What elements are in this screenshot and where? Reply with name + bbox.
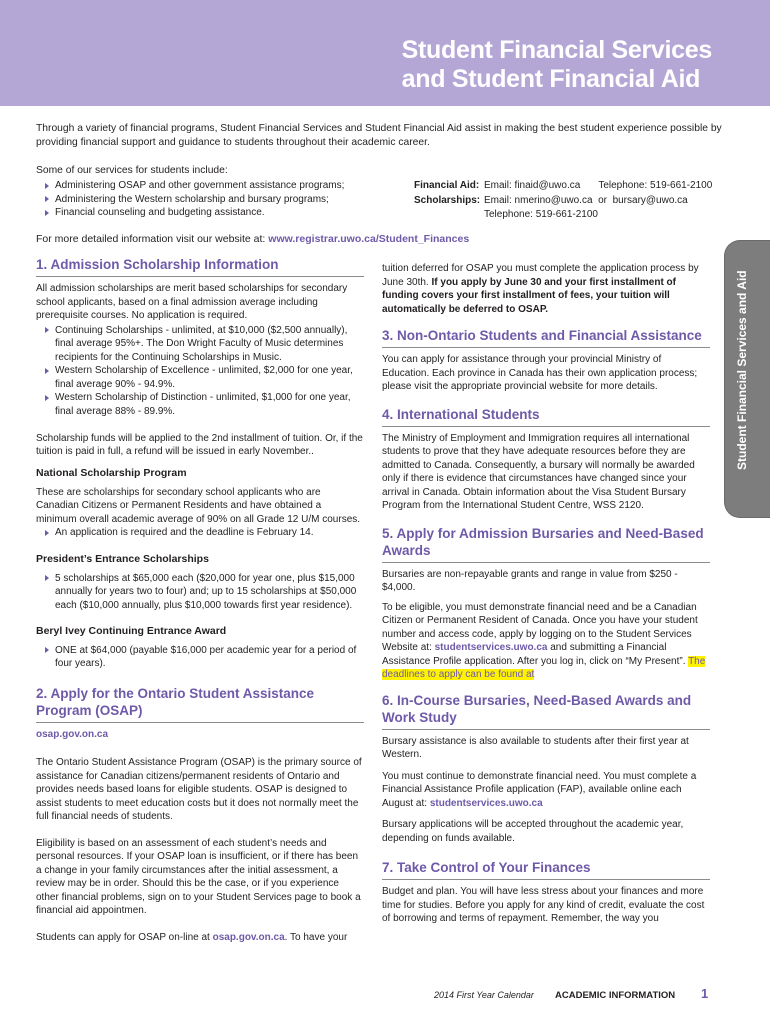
- scholarships-phone: 519-661-2100: [535, 209, 598, 220]
- list-item: An application is required and the deadline is February 14.: [36, 526, 364, 540]
- scholarships-phone-row: [414, 208, 744, 223]
- title-line-1: Student Financial Services: [401, 36, 712, 64]
- scholarships-email[interactable]: Email: nmerino@uwo.ca: [484, 194, 593, 206]
- left-column: [36, 256, 364, 944]
- right-column: [382, 262, 710, 926]
- scholarships-or: or: [598, 194, 607, 206]
- section-3-text: You can apply for assistance through your provincial Ministry of Education. Each province in Canada has their own application process; please visit the appropriate provincial website for more details.: [382, 354, 698, 392]
- osap-link[interactable]: osap.gov.on.ca: [36, 728, 109, 740]
- osap-online-link[interactable]: osap.gov.on.ca: [212, 931, 285, 943]
- section-6-applications: Bursary applications will be accepted throughout the academic year, depending on funds available.: [382, 819, 684, 844]
- section-6-heading: 6. In-Course Bursaries, Need-Based Awards and Work Study: [382, 692, 710, 730]
- section-4-heading: 4. International Students: [382, 406, 710, 427]
- national-scholarship-text: These are scholarships for secondary school applicants who are Canadian Citizens or Permanent Residents and have obtained a minimum overall academic average of 90% on all Grade 12 U/M courses.: [36, 486, 361, 525]
- student-services-link[interactable]: studentservices.uwo.ca: [434, 642, 548, 653]
- more-info-line: [36, 233, 469, 245]
- service-item: Administering the Western scholarship and bursary programs;: [36, 193, 396, 207]
- list-item: 5 scholarships at $65,000 each ($20,000 for year one, plus $15,000 annually for years two to four) and; up to 15 scholarships at $50,000 each ($10,000 annually, plus $10,000 towards first year residence).: [36, 572, 364, 613]
- section-7-text: Budget and plan. You will have less stress about your finances and more time for studies. Before you apply for any kind of credit, evaluate the cost of borrowing and terms of repayment. Remember, the way you: [382, 886, 705, 924]
- osap-description: The Ontario Student Assistance Program (OSAP) is the primary source of assistance for Canadian citizens/permanent residents of Ontario and provides needs based loans for eligible students. OSAP is designed to assist students to meet education costs but it does not normally meet the full financial needs of students.: [36, 757, 362, 823]
- beryl-ivey-heading: Beryl Ivey Continuing Entrance Award: [36, 624, 227, 637]
- scholarship-funds-note: Scholarship funds will be applied to the 2nd installment of tuition. Or, if the tuition is paid in full, a refund will be issued in early November..: [36, 432, 363, 458]
- footer-section: ACADEMIC INFORMATION: [555, 990, 676, 1001]
- registrar-link[interactable]: www.registrar.uwo.ca/Student_Finances: [268, 233, 470, 245]
- section-2-heading: 2. Apply for the Ontario Student Assistance Program (OSAP): [36, 685, 364, 723]
- section-5-heading: 5. Apply for Admission Bursaries and Need-Based Awards: [382, 525, 710, 563]
- title-line-2: and Student Financial Aid: [401, 65, 701, 93]
- section-6-need: You must continue to demonstrate financial need. You must complete a Financial Assistance Profile application (FAP), available online each August at: studentservices.uwo.ca: [382, 770, 697, 809]
- bursary-email[interactable]: bursary@uwo.ca: [612, 194, 688, 206]
- contacts-block: [414, 179, 744, 223]
- presidents-scholarship-list: [36, 572, 364, 613]
- beryl-ivey-list: [36, 644, 364, 671]
- osap-apply-text: Students can apply for OSAP on-line at osap.gov.on.ca. To have your: [36, 931, 348, 943]
- services-list: [36, 179, 396, 220]
- presidents-scholarship-heading: President’s Entrance Scholarships: [36, 552, 209, 565]
- service-item: Administering OSAP and other government assistance programs;: [36, 179, 396, 193]
- section-6-intro: Bursary assistance is also available to students after their first year at Western.: [382, 735, 689, 760]
- intro-paragraph: Through a variety of financial programs, Student Financial Services and Student Financial Aid assist in making the best student experience possible by providing financial support and guidance to students throughout their academic career.: [36, 123, 722, 148]
- list-item: Western Scholarship of Distinction - unlimited, $1,000 for one year, final average 88% - 89.9%.: [36, 391, 364, 418]
- scholarships-contact: [414, 194, 744, 209]
- osap-deferral-bold: If you apply by June 30 and your first installment of funding covers your first installment of fees, your tuition will automatically be deferred to OSAP.: [382, 276, 676, 315]
- financial-aid-phone: 519-661-2100: [650, 180, 713, 191]
- national-scholarship-list: [36, 526, 364, 540]
- services-label: Some of our services for students include:: [36, 165, 228, 176]
- more-info-text: For more detailed information visit our website at:: [36, 233, 266, 245]
- header-banner: [0, 0, 770, 106]
- osap-eligibility: Eligibility is based on an assessment of each student’s needs and personal resources. If your OSAP loan is insufficient, or if there has been a change in your family circumstances after the initial assessment, a review may be in order. Should this be the case, or if you experience other financial problems, sign on to your Student Services page to book a financial aid appointmen.: [36, 837, 361, 917]
- financial-aid-phone-label: Telephone:: [598, 180, 648, 191]
- section-4-text: The Ministry of Employment and Immigration requires all international students to prove that they have adequate resources before they are admitted to Canada. Consequently, a bursary will normally be awarded only if there is evidence that circumstances have changed since your arrival in Canada. Obtain information about the Visa Student Bursary Program from the International Student Centre, WSS 2120.: [382, 432, 695, 511]
- service-item: Financial counseling and budgeting assistance.: [36, 206, 396, 220]
- page-number: 1: [701, 986, 709, 1001]
- list-item: Western Scholarship of Excellence - unlimited, $2,000 for one year, final average 90% - 94.9%.: [36, 364, 364, 391]
- scholarships-phone-label: Telephone:: [484, 209, 533, 220]
- side-tab-label: Student Financial Services and Aid: [735, 270, 749, 470]
- footer-calendar: 2014 First Year Calendar: [434, 990, 534, 1000]
- national-scholarship-heading: National Scholarship Program: [36, 466, 187, 479]
- list-item: Continuing Scholarships - unlimited, at $10,000 ($2,500 annually), final average 95%+. The Don Wright Faculty of Music determines recipients for the Continuing Scholarships in Music.: [36, 324, 364, 365]
- osap-deferral-text: tuition deferred for OSAP you must complete the application process by June 30th. If you apply by June 30 and your first installment of funding covers your first installment of fees, your tuition will automatically be deferred to OSAP.: [382, 263, 699, 315]
- financial-aid-contact: [414, 179, 744, 194]
- section-5-bursary-range: Bursaries are non-repayable grants and range in value from $250 - $4,000.: [382, 568, 678, 593]
- section-1-intro: All admission scholarships are merit based scholarships for secondary school applicants, based on a final admission average including prerequisite courses. No application is required.: [36, 283, 348, 321]
- list-item: ONE at $64,000 (payable $16,000 per academic year for a period of four years).: [36, 644, 364, 671]
- admission-scholarships-list: [36, 324, 364, 419]
- section-5-eligibility: To be eligible, you must demonstrate financial need and be a Canadian Citizen or Permanent Resident of Canada. Once you have your student number and access code, apply by logging on to the Student Services Website at: studentservices.uwo.ca and submitting a Financial Assistance Profile application. After you log in, click on “My Present”. The deadlines to apply can be found at: [382, 601, 706, 680]
- section-7-heading: 7. Take Control of Your Finances: [382, 859, 710, 880]
- financial-aid-email[interactable]: Email: finaid@uwo.ca: [484, 180, 581, 191]
- page-title: [402, 36, 712, 94]
- section-3-heading: 3. Non-Ontario Students and Financial Assistance: [382, 327, 710, 348]
- section-1-heading: 1. Admission Scholarship Information: [36, 256, 364, 277]
- student-services-link-2[interactable]: studentservices.uwo.ca: [429, 797, 543, 809]
- scholarships-label: Scholarships:: [414, 194, 481, 206]
- financial-aid-label: Financial Aid:: [414, 180, 480, 191]
- deadlines-highlight: The deadlines to apply can be found at: [382, 655, 706, 680]
